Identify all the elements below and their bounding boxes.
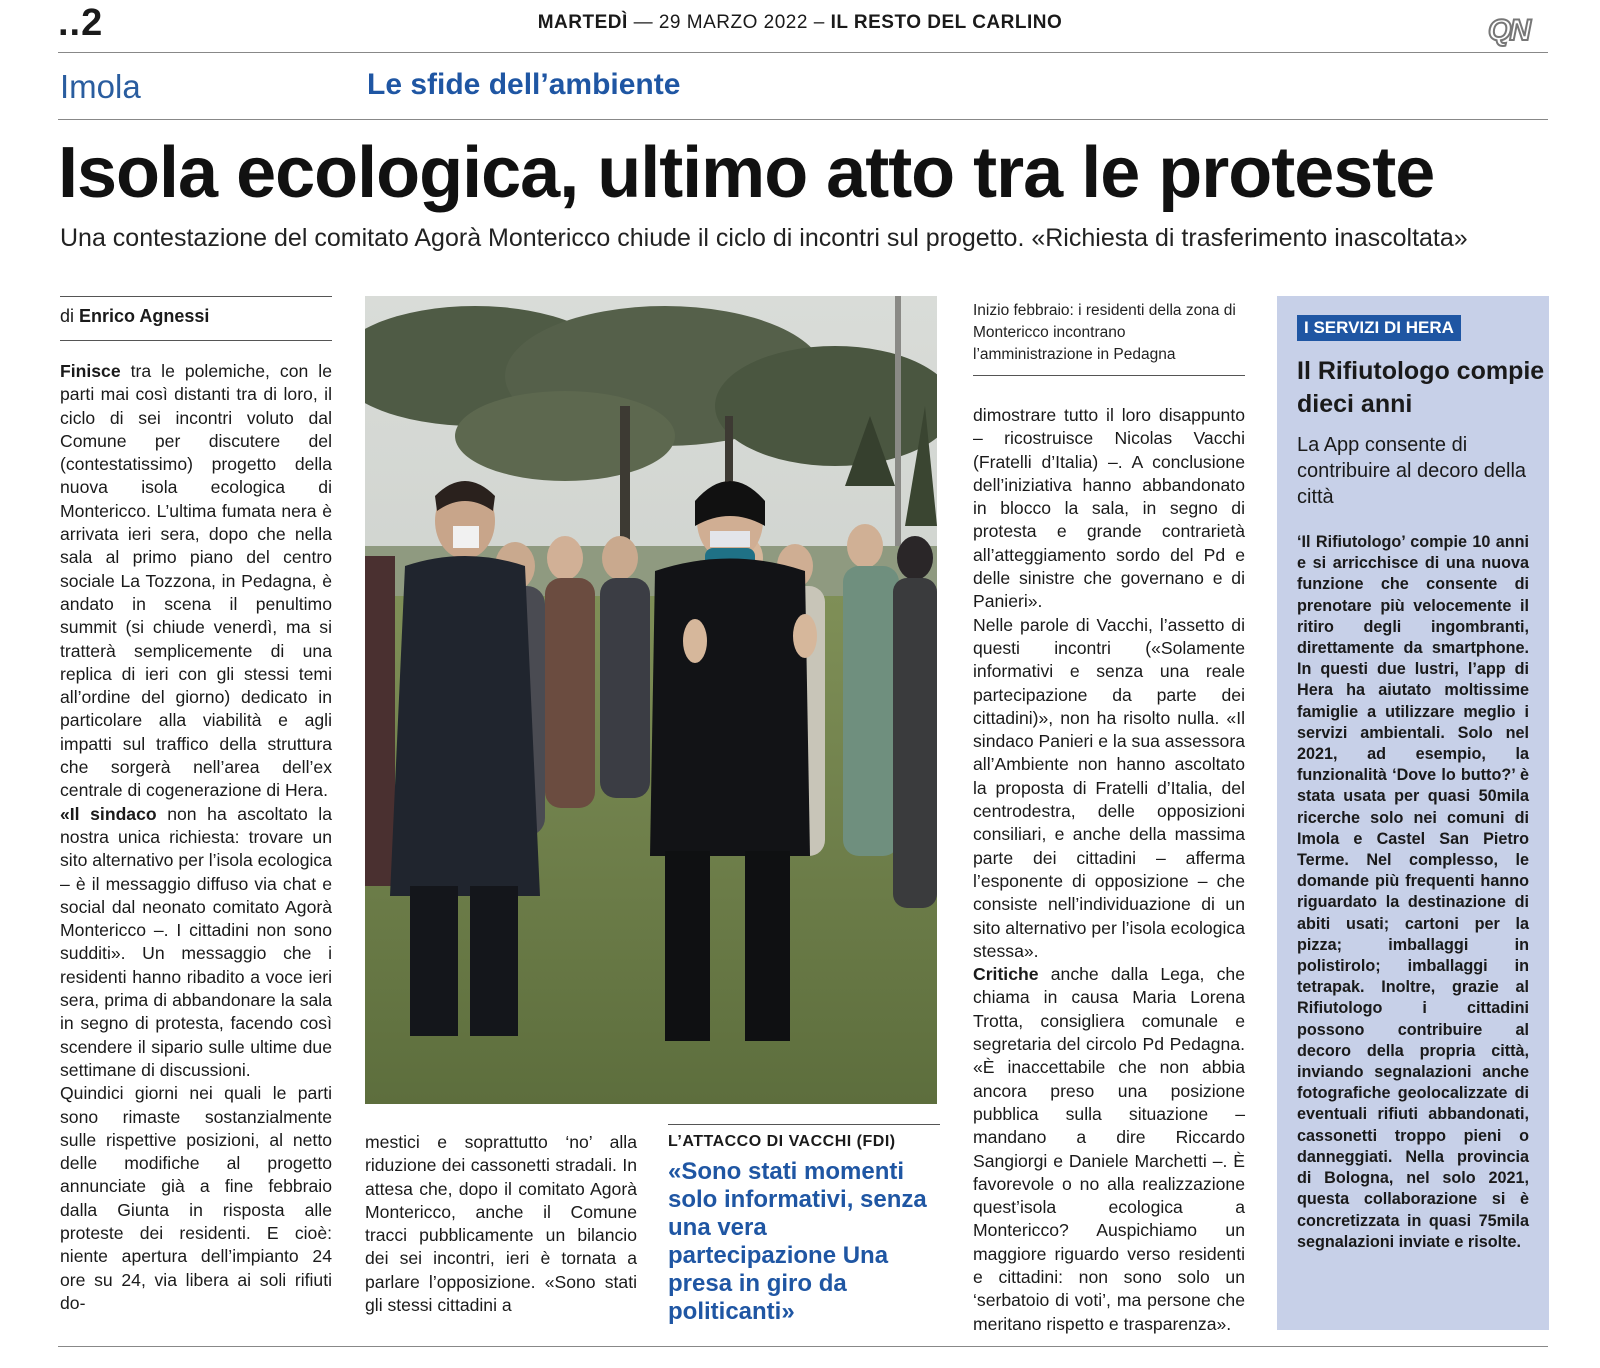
paragraph-text: non ha ascoltato la nostra unica richiesta: trovare un sito alternativo per l’isola ecologica – è il messaggio diffuso via chat e social dal neonato comitato Agorà Montericco –. I cittadini non sono sudditi». Un messaggio che i residenti hanno ribadito a voce ieri sera, prima di abbandonare la sala in segno di protesta, facendo così scendere il sipario sulle ultime due settimane di discussioni. [60,803,333,1080]
page-number: ..2 [58,2,104,44]
newspaper-name: IL RESTO DEL CARLINO [830,12,1063,33]
byline-rule-top [60,296,332,297]
paragraph: Quindici giorni nei quali le parti sono rimaste sostanzialmente sulle rispettive posizioni, al netto delle modifiche al progetto annunciate già a fine febbraio dalla Giunta in risposta alle proteste dei residenti. E cioè: niente apertura dell’impianto 24 ore su 24, via libera ai soli rifiuti do- [60,1083,332,1313]
paragraph [973,963,1245,1336]
dateline-date: — 29 MARZO 2022 – [633,12,825,33]
footer-rule [58,1346,1548,1347]
sidebar-tag: I SERVIZI DI HERA [1297,315,1461,341]
article-column-1 [60,360,332,1315]
dateline-day: MARTEDÌ [537,12,628,33]
quote-kicker: L’ATTACCO DI VACCHI (FDI) [668,1133,896,1150]
article-photo [365,296,937,1104]
paragraph-lead: Finisce [60,361,121,381]
sidebar-body [1297,532,1529,1253]
dateline [0,12,1600,34]
qn-logo: QN [1488,14,1529,47]
paragraph-text: tra le polemiche, con le parti mai così distanti tra di loro, il ciclo di sei incontri voluto dal Comune per discutere del (contestatissimo) progetto della nuova isola ecologica di Montericco. L’ultima fumata nera è arrivata ieri sera, dopo che nella sala al primo piano del centro sociale La Tozzona, in Pedagna, è andato in scena il penultimo summit (si chiude venerdì, ma si tratterà semplicemente di una replica di ieri con gli stessi temi all’ordine del giorno) dedicato in particolare alla viabilità e agli impatti sul traffico della struttura che sorgerà nell’area dell’ex centrale di cogenerazione di Hera. [60,361,332,801]
paragraph: dimostrare tutto il loro disappunto – ricostruisce Nicolas Vacchi (Fratelli d’Italia) –. A conclusione dell’iniziativa hanno abbandonato in blocco la sala, in segno di protesta e grande contrarietà all’atteggiamento sordo del Pd e delle sinistre che governano e di Panieri». [973,405,1245,612]
caption-rule [973,375,1245,376]
sidebar-subtitle: La App consente di contribuire al decoro della città [1297,434,1527,508]
article-column-2 [365,1131,637,1317]
header-rule [58,52,1548,53]
section-kicker: Le sfide dell’ambiente [367,68,681,101]
byline [60,306,209,327]
article-column-3 [973,404,1245,1336]
section-city: Imola [60,68,141,105]
paragraph-lead: «Il sindaco [60,803,157,824]
paragraph: Nelle parole di Vacchi, l’assetto di questi incontri («Solamente informativi e senza una reale partecipazione da parte dei cittadini)», non ha risolto nulla. «Il sindaco Panieri e la sua assessora all’Ambiente non hanno ascoltato la proposta di Fratelli d’Italia, del centrodestra, delle opposizioni consiliari, e anche della massima parte dei cittadini – afferma l’esponente di opposizione – che consiste nell’individuazione di un sito alternativo per l’isola ecologica stessa». [973,614,1245,961]
sidebar-body-text: compie 10 anni e si arricchisce di una nuova funzione che consente di prenotare più velocemente il ritiro degli ingombranti, direttamente da smartphone. In questi due lustri, l’app di Hera ha aiutato moltissime famiglie a utilizzare meglio i servizi ambientali. Solo nel 2021, ad esempio, la funzionalità ‘Dove lo butto?’ è stata usata per quasi 50mila ricerche solo nei comuni di Imola e Castel San Pietro Terme. Nel complesso, le domande più frequenti hanno riguardato la destinazione di abiti usati; cartoni per la pizza; imballaggi in polistirolo; imballaggi in tetrapak. Inoltre, grazie al Rifiutologo i cittadini possono contribuire al decoro della propria città, inviando segnalazioni anche fotografiche geolocalizzate di eventuali rifiuti abbandonati, cassonetti troppo pieni o danneggiati. Nella provincia di Bologna, nel solo 2021, questa collaborazione si è concretizzata in quasi 75mila segnalazioni inviate e risolte. [1297,533,1529,1251]
paragraph [60,803,332,1083]
photo-illustration [365,296,937,1104]
sidebar-title: Il Rifiutologo compie dieci anni [1297,357,1545,418]
sidebar-body-lead: ‘Il Rifiutologo’ [1297,533,1405,551]
byline-author: Enrico Agnessi [79,306,210,326]
paragraph [60,360,332,803]
byline-prefix: di [60,306,75,326]
byline-rule-bottom [60,340,332,341]
headline: Isola ecologica, ultimo atto tra le proteste [58,133,1435,213]
section-rule [58,119,1548,120]
quote-rule [668,1124,940,1125]
subheadline: Una contestazione del comitato Agorà Montericco chiude il ciclo di incontri sul progetto. «Richiesta di trasferimento inascoltata» [60,224,1468,252]
paragraph: mestici e soprattutto ‘no’ alla riduzione dei cassonetti stradali. In attesa che, dopo il comitato Agorà Montericco, anche il Comune tracci pubblicamente un bilancio dei sei incontri, ieri è tornata a parlare l’opposizione. «Sono stati gli stessi cittadini a [365,1132,637,1316]
paragraph-lead: Critiche [973,964,1039,985]
photo-caption: Inizio febbraio: i residenti della zona di Montericco incontrano l’amministrazione in Pedagna [973,302,1236,363]
pull-quote: «Sono stati momenti solo informativi, senza una vera partecipazione Una presa in giro da politicanti» [668,1158,927,1325]
paragraph-text: anche dalla Lega, che chiama in causa Maria Lorena Trotta, consigliera comunale e segretaria del circolo Pd Pedagna. «È inaccettabile che non abbia ancora preso una posizione pubblica sulla situazione – mandano a dire Riccardo Sangiorgi e Daniele Marchetti –. È favorevole o no alla realizzazione quest’isola ecologica a Montericco? Auspichiamo un maggiore riguardo verso residenti e cittadini: non sono solo un ‘serbatoio di voti’, ma persone che meritano rispetto e trasparenza». [973,964,1245,1334]
